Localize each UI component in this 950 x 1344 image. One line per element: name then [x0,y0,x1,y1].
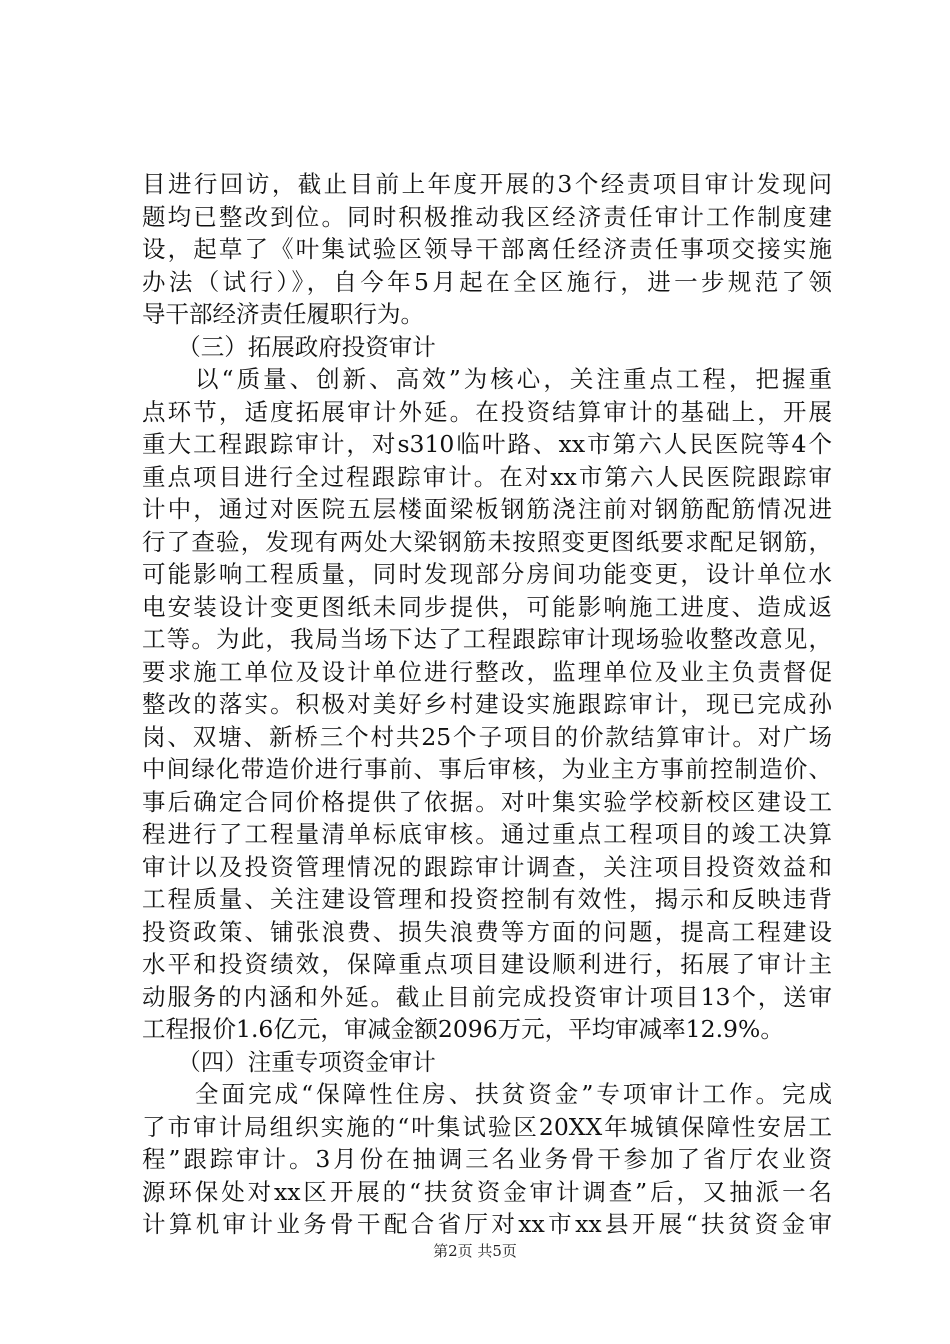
text-line: 导干部经济责任履职行为。 [142,300,424,328]
text-line: 整改的落实。积极对美好乡村建设实施跟踪审计，现已完成孙 [142,690,832,718]
text-line: 以“质量、创新、高效”为核心，关注重点工程，把握重 [142,365,832,393]
text-line: 设，起草了《叶集试验区领导干部离任经济责任事项交接实施 [142,235,832,263]
text-line: 计中，通过对医院五层楼面梁板钢筋浇注前对钢筋配筋情况进 [142,495,832,523]
text-line: 了市审计局组织实施的“叶集试验区20XX年城镇保障性安居工 [142,1112,832,1141]
text-line: 目进行回访，截止目前上年度开展的3个经责项目审计发现问 [142,170,832,198]
text-line: 全面完成“保障性住房、扶贫资金”专项审计工作。完成 [142,1080,832,1108]
text-line: 点环节，适度拓展审计外延。在投资结算审计的基础上，开展 [142,397,832,426]
text-line: 计算机审计业务骨干配合省厅对xx市xx县开展“扶贫资金审 [142,1210,832,1238]
text-line: 水平和投资绩效，保障重点项目建设顺利进行，拓展了审计主 [142,950,832,978]
text-line: 投资政策、铺张浪费、损失浪费等方面的问题，提高工程建设 [142,917,832,946]
text-line: （三）拓展政府投资审计 [142,332,436,361]
text-line: 程”跟踪审计。3月份在抽调三名业务骨干参加了省厅农业资 [142,1145,832,1173]
text-line: 电安装设计变更图纸未同步提供，可能影响施工进度、造成返 [142,592,832,621]
text-line: 程进行了工程量清单标底审核。通过重点工程项目的竣工决算 [142,820,832,848]
text-line: 工等。为此，我局当场下达了工程跟踪审计现场验收整改意见， [142,625,832,653]
text-line: 要求施工单位及设计单位进行整改，监理单位及业主负责督促 [142,657,832,686]
text-line: 重大工程跟踪审计，对s310临叶路、xx市第六人民医院等4个 [142,430,832,458]
text-line: （四）注重专项资金审计 [142,1047,436,1076]
text-line: 中间绿化带造价进行事前、事后审核，为业主方事前控制造价、 [142,755,832,783]
text-line: 审计以及投资管理情况的跟踪审计调查，关注项目投资效益和 [142,852,832,881]
text-line: 办法（试行）》，自今年5月起在全区施行，进一步规范了领 [142,267,832,296]
text-line: 动服务的内涵和外延。截止目前完成投资审计项目13个，送审 [142,982,832,1011]
page-footer: 第2页 共5页 [433,1242,517,1260]
text-line: 题均已整改到位。同时积极推动我区经济责任审计工作制度建 [142,202,832,231]
text-line: 行了查验，发现有两处大梁钢筋未按照变更图纸要求配足钢筋， [142,527,832,556]
text-line: 工程报价1.6亿元，审减金额2096万元，平均审减率12.9%。 [142,1015,784,1043]
text-line: 源环保处对xx区开展的“扶贫资金审计调查”后，又抽派一名 [142,1177,832,1206]
text-line: 工程质量、关注建设管理和投资控制有效性，揭示和反映违背 [142,885,832,913]
text-line: 事后确定合同价格提供了依据。对叶集实验学校新校区建设工 [142,787,832,816]
text-line: 重点项目进行全过程跟踪审计。在对xx市第六人民医院跟踪审 [142,462,832,491]
text-line: 岗、双塘、新桥三个村共25个子项目的价款结算审计。对广场 [142,722,832,751]
document-body [142,168,832,1241]
text-line: 可能影响工程质量，同时发现部分房间功能变更，设计单位水 [142,560,832,588]
